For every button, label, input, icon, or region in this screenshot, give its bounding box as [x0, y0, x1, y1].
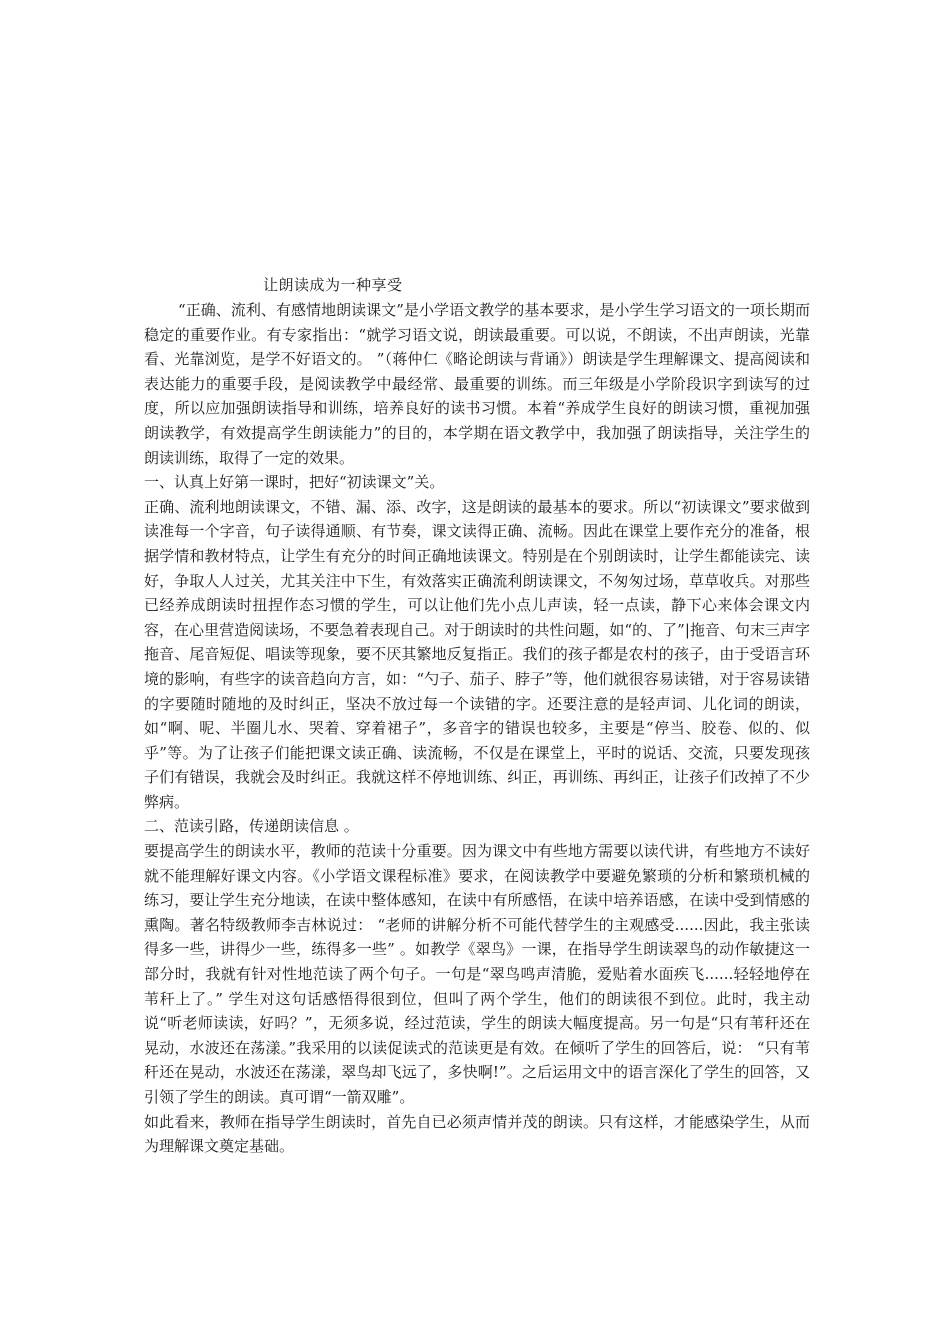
paragraph-conclusion: 如此看来，教师在指导学生朗读时，首先自已必须声情并茂的朗读。只有这样，才能感染学生，从而为理解课文奠定基础。: [144, 1112, 810, 1156]
document-title: 让朗读成为一种享受: [263, 276, 403, 294]
paragraph-section-1: 正确、流利地朗读课文，不错、漏、添、改字，这是朗读的最基本的要求。所以“初读课文”要求做到读准每一个字音，句子读得通顺、有节奏，课文读得正确、流畅。因此在课堂上要作充分的准备，根据学情和教材特点，让学生有充分的时间正确地读课文。特别是在个别朗读时，让学生都能读完、读好，争取人人过关，尤其关注中下生，有效落实正确流利朗读课文，不匆匆过场，草草收兵。对那些已经养成朗读时扭捏作态习惯的学生，可以让他们先小点儿声读，轻一点读，静下心来体会课文内容，在心里营造阅读场，不要急着表现自己。对于朗读时的共性问题，如“的、了”|拖音、句末三声字拖音、尾音短促、唱读等现象，要不厌其繁地反复指正。我们的孩子都是农村的孩子，由于受语言环境的影响，有些字的读音趋向方言，如：“勺子、茄子、脖子”等，他们就很容易读错，对于容易读错的字要随时随地的及时纠正，坚决不放过每一个读错的字。还要注意的是轻声词、儿化词的朗读，如“啊、呢、半圈儿水、哭着、穿着裙子”，多音字的错误也较多，主要是“停当、胶卷、似的、似乎”等。为了让孩子们能把课文读正确、读流畅，不仅是在课堂上，平时的说话、交流，只要发现孩子们有错误，我就会及时纠正。我就这样不停地训练、纠正，再训练、再纠正，让孩子们改掉了不少弊病。: [144, 497, 810, 811]
document-body: [144, 298, 810, 1159]
paragraph-intro: “正确、流利、有感情地朗读课文”是小学语文教学的基本要求，是小学生学习语文的一项长期而稳定的重要作业。有专家指出：“就学习语文说，朗读最重要。可以说，不朗读，不出声朗读，光靠看、光靠浏览，是学不好语文的。 ”（蒋仲仁《略论朗读与背诵》）朗读是学生理解课文、提高阅读和表达能力的重要手段，是阅读教学中最经常、最重要的训练。而三年级是小学阶段识字到读写的过度，所以应加强朗读指导和训练，培养良好的读书习惯。本着“养成学生良好的朗读习惯，重视加强朗读教学，有效提高学生朗读能力”的目的，本学期在语文教学中，我加强了朗读指导，关注学生的朗读训练，取得了一定的效果。: [144, 301, 810, 467]
paragraph-section-2: 要提高学生的朗读水平，教师的范读十分重要。因为课文中有些地方需要以读代讲，有些地方不读好就不能理解好课文内容。《小学语文课程标准》要求，在阅读教学中要避免繁琐的分析和繁琐机械的练习，要让学生充分地读，在读中整体感知，在读中有所感悟，在读中培养语感，在读中受到情感的熏陶。著名特级教师李吉林说过： “老师的讲解分析不可能代替学生的主观感受......因此，我主张读得多一些，讲得少一些，练得多一些” 。如教学《翠鸟》一课，在指导学生朗读翠鸟的动作敏捷这一部分时，我就有针对性地范读了两个句子。一句是“翠鸟鸣声清脆，爱贴着水面疾飞......轻轻地停在苇秆上了。” 学生对这句话感悟得很到位，但叫了两个学生，他们的朗读很不到位。此时，我主动说“听老师读读，好吗？”，无须多说，经过范读，学生的朗读大幅度提高。另一句是“只有苇秆还在晃动，水波还在荡漾。”我采用的以读促读式的范读更是有效。在倾听了学生的回答后，说： “只有苇秆还在晃动，水波还在荡漾，翠鸟却飞远了，多快啊!”。之后运用文中的语言深化了学生的回答，又引领了学生的朗读。真可谓“一箭双雕”。: [144, 842, 810, 1106]
section-heading-1: 一、认真上好第一课时，把好“初读课文”关。: [144, 473, 445, 492]
section-heading-2: 二、范读引路，传递朗读信息 。: [144, 817, 359, 836]
